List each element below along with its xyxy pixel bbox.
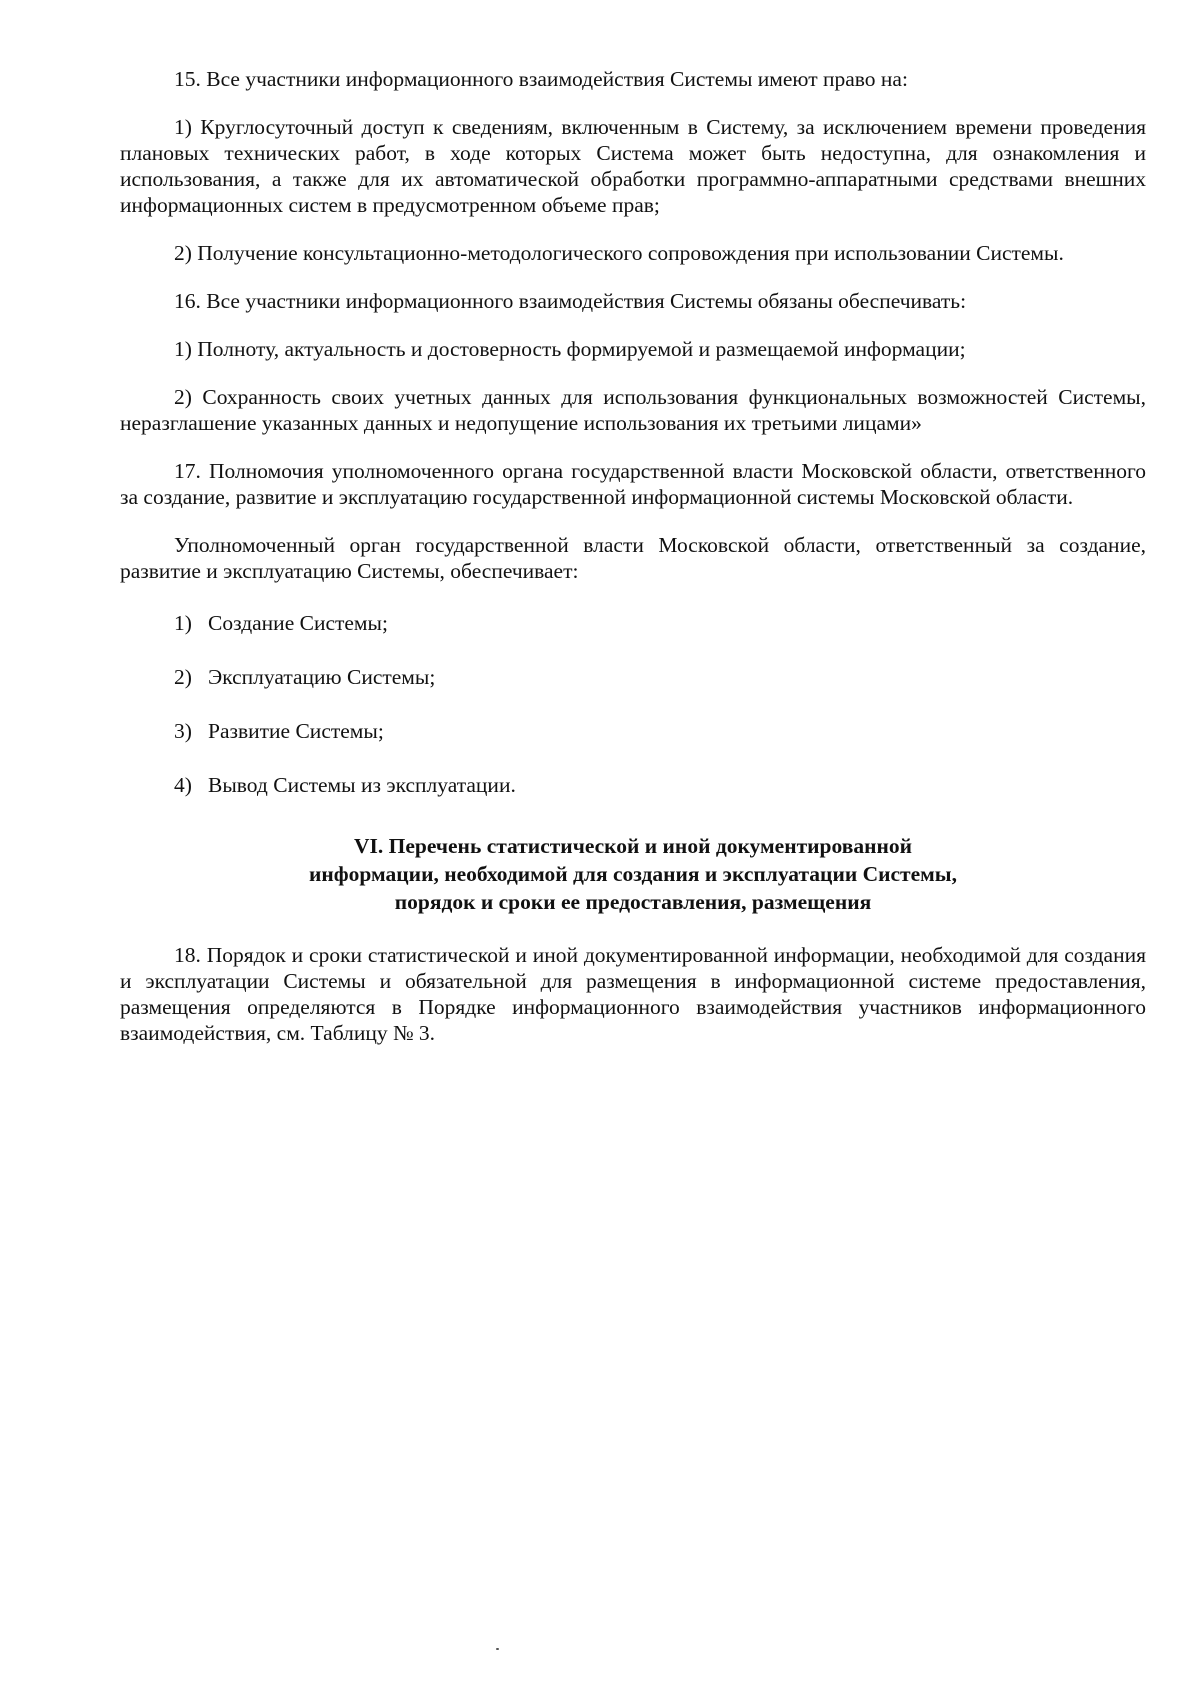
list-item: [120, 718, 1146, 744]
paragraph-18: 18. Порядок и сроки статистической и иной документированной информации, необходимой для создания и эксплуатации Системы и обязательной для размещения в информационной системе предоставления, размещения определяются в Порядке информационного взаимодействия участников информационного взаимодействия, см. Таблицу № 3.: [120, 943, 1146, 1045]
section-heading: [120, 832, 1146, 916]
paragraph-15-item-2: 2) Получение консультационно-методологического сопровождения при использовании Системы.: [174, 241, 1064, 265]
paragraph-16-item-1: 1) Полноту, актуальность и достоверность формируемой и размещаемой информации;: [174, 337, 966, 361]
paragraph-15: 15. Все участники информационного взаимодействия Системы имеют право на:: [174, 67, 908, 91]
list-item-number: 2): [174, 665, 192, 689]
list-item-text: Эксплуатацию Системы;: [208, 665, 436, 689]
section-heading-line-3: порядок и сроки ее предоставления, размещения: [394, 890, 872, 914]
section-heading-line-1: VI. Перечень статистической и иной документированной: [354, 834, 912, 858]
paragraph-17-body: Уполномоченный орган государственной власти Московской области, ответственный за создание, развитие и эксплуатацию Системы, обеспечивает:: [120, 533, 1146, 583]
paragraph-15-item-1: 1) Круглосуточный доступ к сведениям, включенным в Систему, за исключением времени проведения плановых технических работ, в ходе которых Система может быть недоступна, для ознакомления и использования, а также для их автоматической обработки программно-аппаратными средствами внешних информационных систем в предусмотренном объеме прав;: [120, 115, 1146, 217]
list-item-text: Создание Системы;: [208, 611, 388, 635]
list-item: [120, 772, 1146, 798]
paragraph-17: 17. Полномочия уполномоченного органа государственной власти Московской области, ответственного за создание, развитие и эксплуатацию государственной информационной системы Московской области.: [120, 459, 1146, 509]
section-heading-line-2: информации, необходимой для создания и эксплуатации Системы,: [309, 862, 957, 886]
list-item: [120, 664, 1146, 690]
list-item-number: 3): [174, 719, 192, 743]
paragraph-16-item-2: 2) Сохранность своих учетных данных для использования функциональных возможностей Системы, неразглашение указанных данных и недопущение использования их третьими лицами»: [120, 385, 1146, 435]
document-body: [120, 66, 1146, 1046]
scan-speck: [496, 1648, 499, 1650]
list-item: [120, 610, 1146, 636]
list-item-text: Развитие Системы;: [208, 719, 384, 743]
list-item-text: Вывод Системы из эксплуатации.: [208, 773, 516, 797]
paragraph-16: 16. Все участники информационного взаимодействия Системы обязаны обеспечивать:: [174, 289, 967, 313]
list-item-number: 1): [174, 611, 192, 635]
list-item-number: 4): [174, 773, 192, 797]
